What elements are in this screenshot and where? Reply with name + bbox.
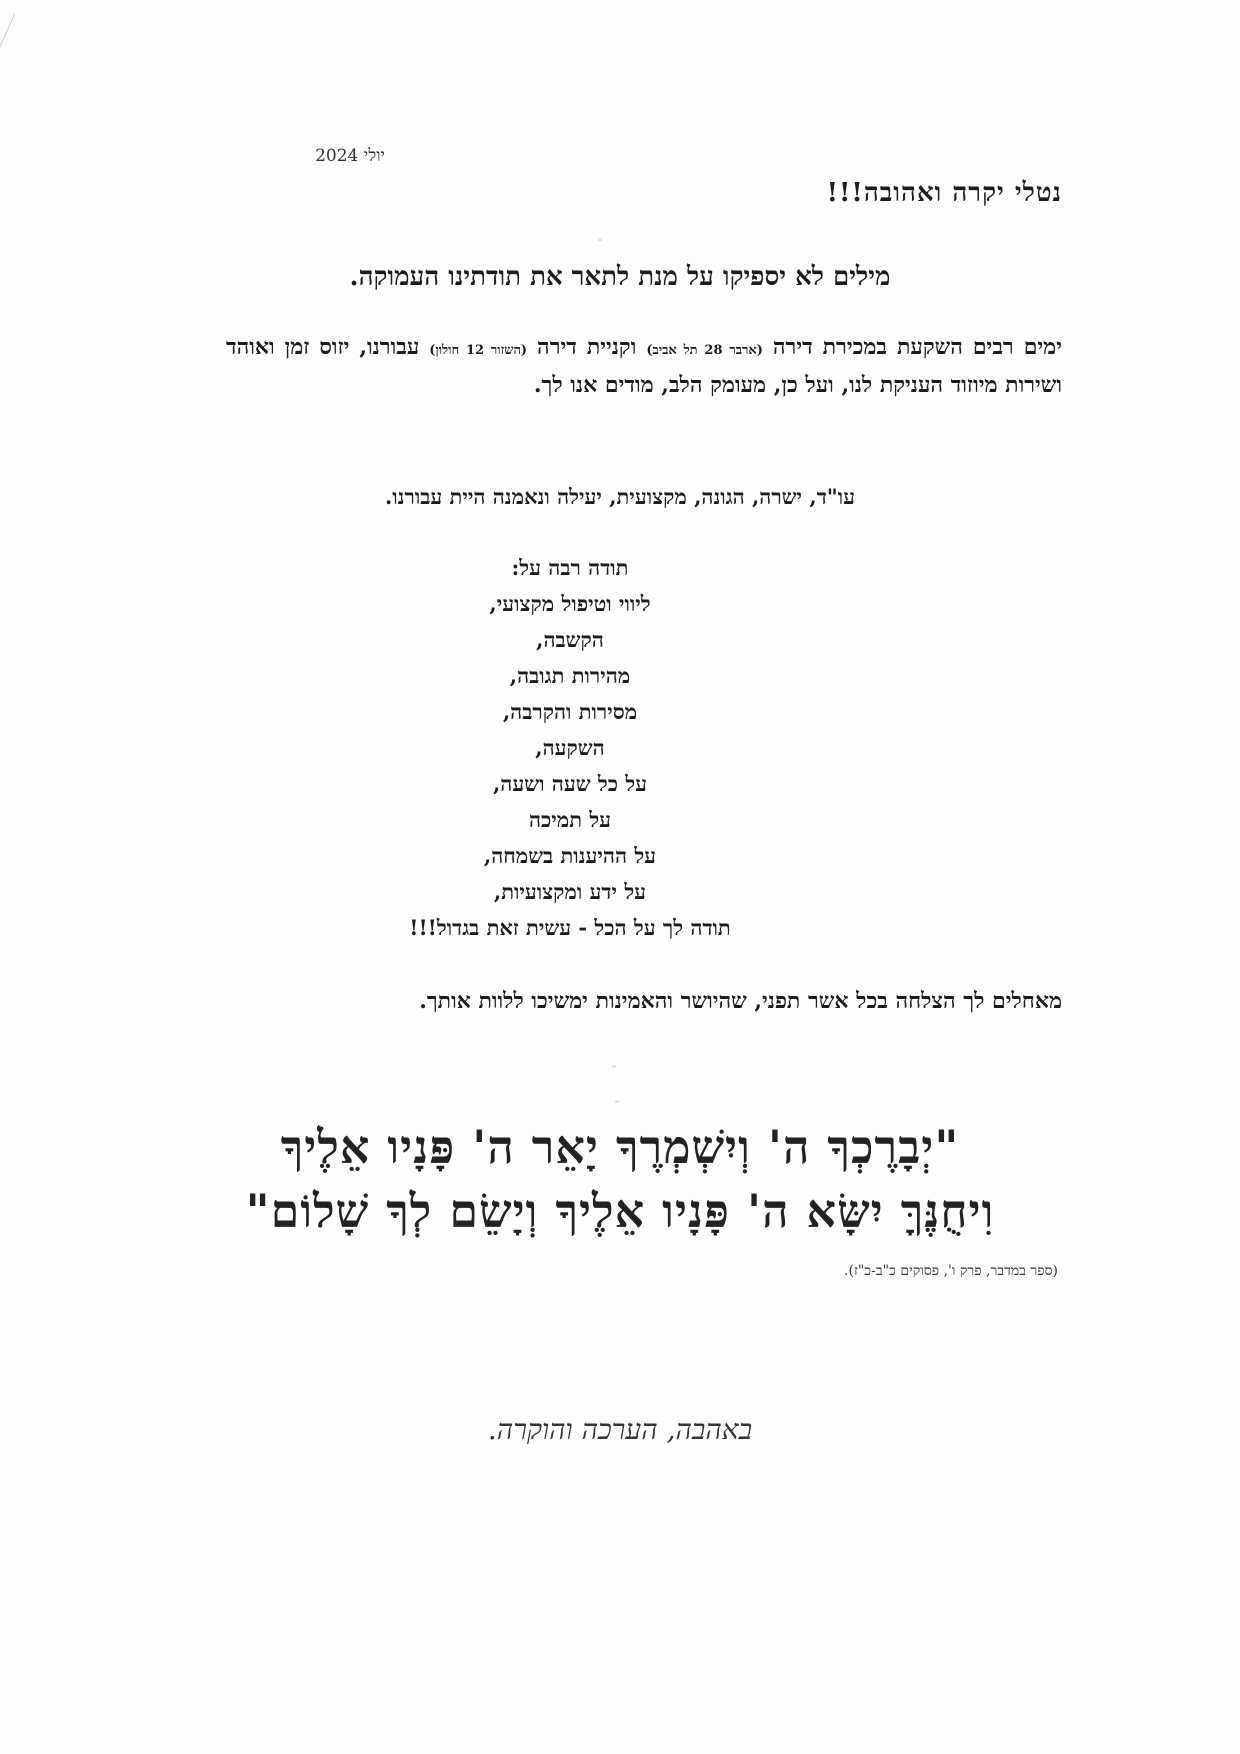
closing-wish: מאחלים לך הצלחה בכל אשר תפני, שהיושר והאמינות ימשיכו ללוות אותך.	[419, 988, 1062, 1014]
scan-speck	[598, 238, 602, 241]
scan-artifact-line	[0, 14, 15, 124]
paragraph-part-2: וקניית דירה	[537, 334, 637, 360]
blessing-line-1: "יְבָרֶכְךָ ה' וְיִשְׁמְרֶךָ יָאֵר ה' פָּנָיו אֵלֶיךָ	[280, 1120, 960, 1174]
paragraph-part-1: ימים רבים השקעת במכירת דירה	[772, 334, 1062, 360]
thanks-line: תודה לך על הכל - עשית זאת בגדול!!!	[409, 915, 731, 940]
greeting: נטלי יקרה ואהובה!!!	[826, 178, 1062, 208]
paragraph-part-3: עבורנו, יזוס זמן ואוהד ושירות מיוזוד העניקת לנו, ועל כן, מעומק הלב, מודים אנו לך.	[226, 334, 1062, 398]
thanks-line: על כל שעה ושעה,	[492, 771, 648, 796]
thanks-list	[360, 550, 780, 946]
thanks-line: מסירות והקרבה,	[502, 699, 638, 724]
blessing-source: (ספר במדבר, פרק ו', פסוקים כ"ב-כ"ז).	[844, 1263, 1058, 1279]
thanks-line: תודה רבה על:	[511, 555, 629, 580]
priestly-blessing	[0, 1115, 1240, 1243]
thanks-line: על ההיענות בשמחה,	[483, 843, 657, 868]
thanks-line: ליווי וטיפול מקצועי,	[489, 591, 651, 616]
thanks-line: מהירות תגובה,	[509, 663, 631, 688]
thanks-line: על תמיכה	[528, 807, 612, 832]
qualities-line: עו"ד, ישרה, הגונה, מקצועית, יעילה ונאמנה היית עבורנו.	[385, 484, 855, 509]
thanks-line: על ידע ומקצועיות,	[493, 879, 647, 904]
headline: מילים לא יספיקו על מנת לתאר את תודתינו העמוקה.	[349, 262, 891, 292]
scan-speck	[612, 1065, 616, 1068]
scan-speck	[615, 1100, 619, 1103]
signature: באהבה, הערכה והוקרה.	[487, 1413, 753, 1446]
address-note-2: (השזור 12 חולון)	[429, 343, 528, 358]
main-paragraph	[226, 330, 1062, 402]
thanks-line: השקעה,	[535, 735, 605, 760]
blessing-line-2: וִיחֻנֶּךָּ יִשָּׂא ה' פָּנָיו אֵלֶיךָ וְיָשֵׂם לְךָ שָׁלוֹם"	[245, 1184, 995, 1238]
thanks-line: הקשבה,	[536, 627, 604, 652]
address-note-1: (ארבר 28 תל אביב)	[646, 343, 763, 358]
letter-date: יולי 2024	[315, 146, 385, 166]
